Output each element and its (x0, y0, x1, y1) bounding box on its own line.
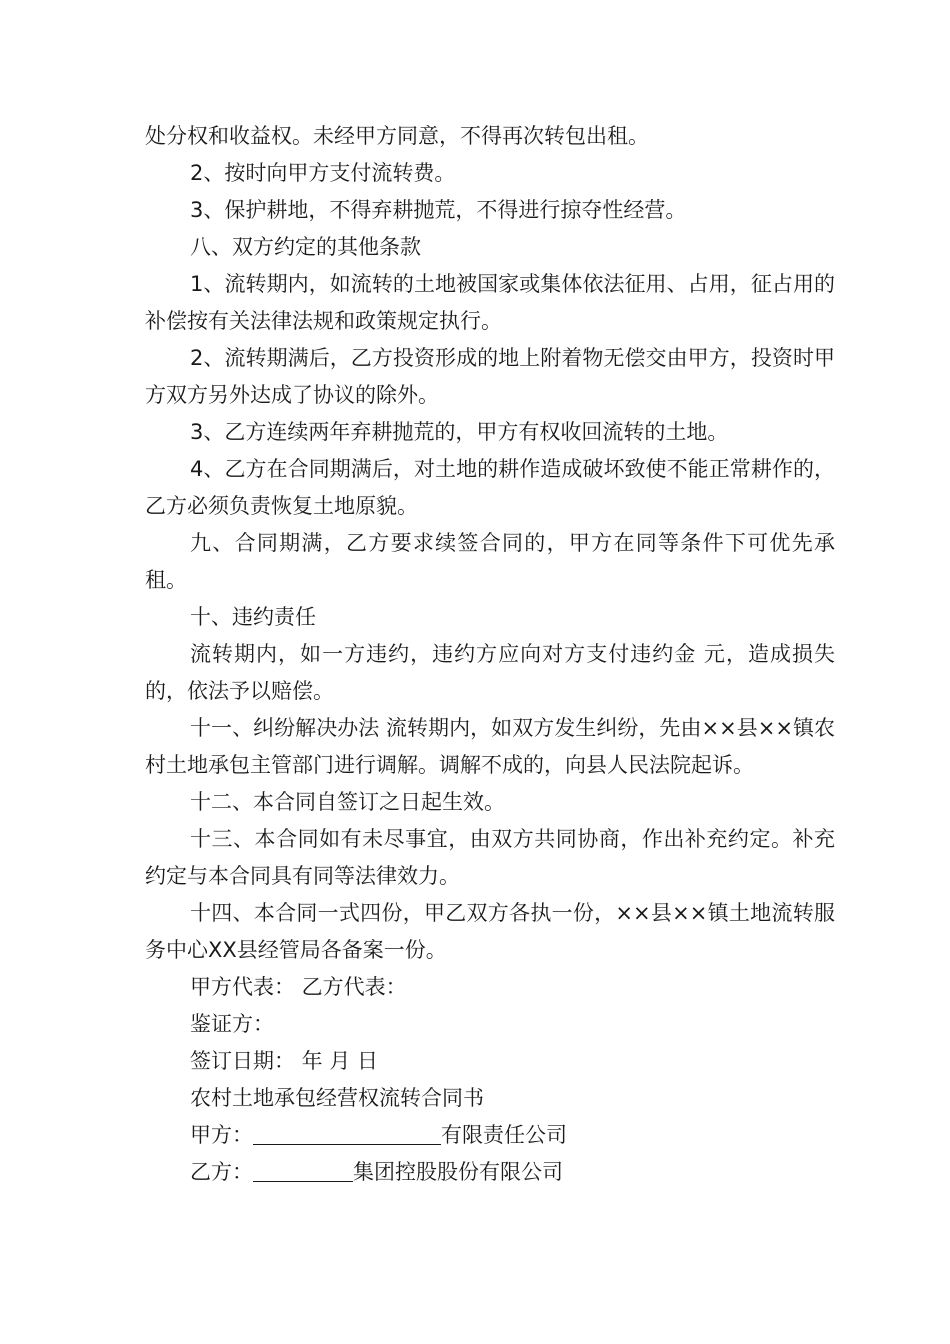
party-b-suffix: 集团控股股份有限公司 (353, 1160, 563, 1184)
paragraph: 3、乙方连续两年弃耕抛荒的，甲方有权收回流转的土地。 (190, 420, 729, 444)
section-heading: 十、违约责任 (190, 605, 316, 629)
paragraph: 十四、本合同一式四份，甲乙双方各执一份，××县××镇土地流转服务中心XX县经管局各备案一份。 (145, 901, 835, 962)
section-heading: 八、双方约定的其他条款 (190, 235, 421, 259)
party-b-line (145, 1154, 835, 1191)
witness-line: 鉴证方： (190, 1012, 274, 1036)
signature-line: 甲方代表： 乙方代表： (190, 975, 407, 999)
party-a-label: 甲方： (190, 1123, 253, 1147)
paragraph: 处分权和收益权。未经甲方同意，不得再次转包出租。 (145, 124, 649, 148)
party-b-label: 乙方： (190, 1160, 253, 1184)
party-b-blank (253, 1157, 353, 1182)
date-line: 签订日期： 年 月 日 (190, 1049, 379, 1073)
party-a-suffix: 有限责任公司 (441, 1123, 567, 1147)
paragraph: 1、流转期内，如流转的土地被国家或集体依法征用、占用，征占用的补偿按有关法律法规和政策规定执行。 (145, 272, 835, 333)
paragraph: 十二、本合同自签订之日起生效。 (190, 790, 505, 814)
document-page (145, 118, 835, 1191)
paragraph: 十一、纠纷解决办法 流转期内，如双方发生纠纷，先由××县××镇农村土地承包主管部门进行调解。调解不成的，向县人民法院起诉。 (145, 716, 835, 777)
paragraph: 4、乙方在合同期满后，对土地的耕作造成破坏致使不能正常耕作的，乙方必须负责恢复土地原貌。 (145, 457, 835, 518)
paragraph: 流转期内，如一方违约，违约方应向对方支付违约金 元，造成损失的，依法予以赔偿。 (145, 642, 835, 703)
paragraph: 2、按时向甲方支付流转费。 (190, 161, 456, 185)
contract-title: 农村土地承包经营权流转合同书 (190, 1086, 484, 1110)
paragraph: 十三、本合同如有未尽事宜，由双方共同协商，作出补充约定。补充约定与本合同具有同等法律效力。 (145, 827, 835, 888)
party-a-blank (253, 1120, 441, 1145)
paragraph: 2、流转期满后，乙方投资形成的地上附着物无偿交由甲方，投资时甲方双方另外达成了协议的除外。 (145, 346, 835, 407)
party-a-line (145, 1117, 835, 1154)
paragraph: 3、保护耕地，不得弃耕抛荒，不得进行掠夺性经营。 (190, 198, 687, 222)
paragraph: 九、合同期满，乙方要求续签合同的，甲方在同等条件下可优先承租。 (145, 531, 835, 592)
